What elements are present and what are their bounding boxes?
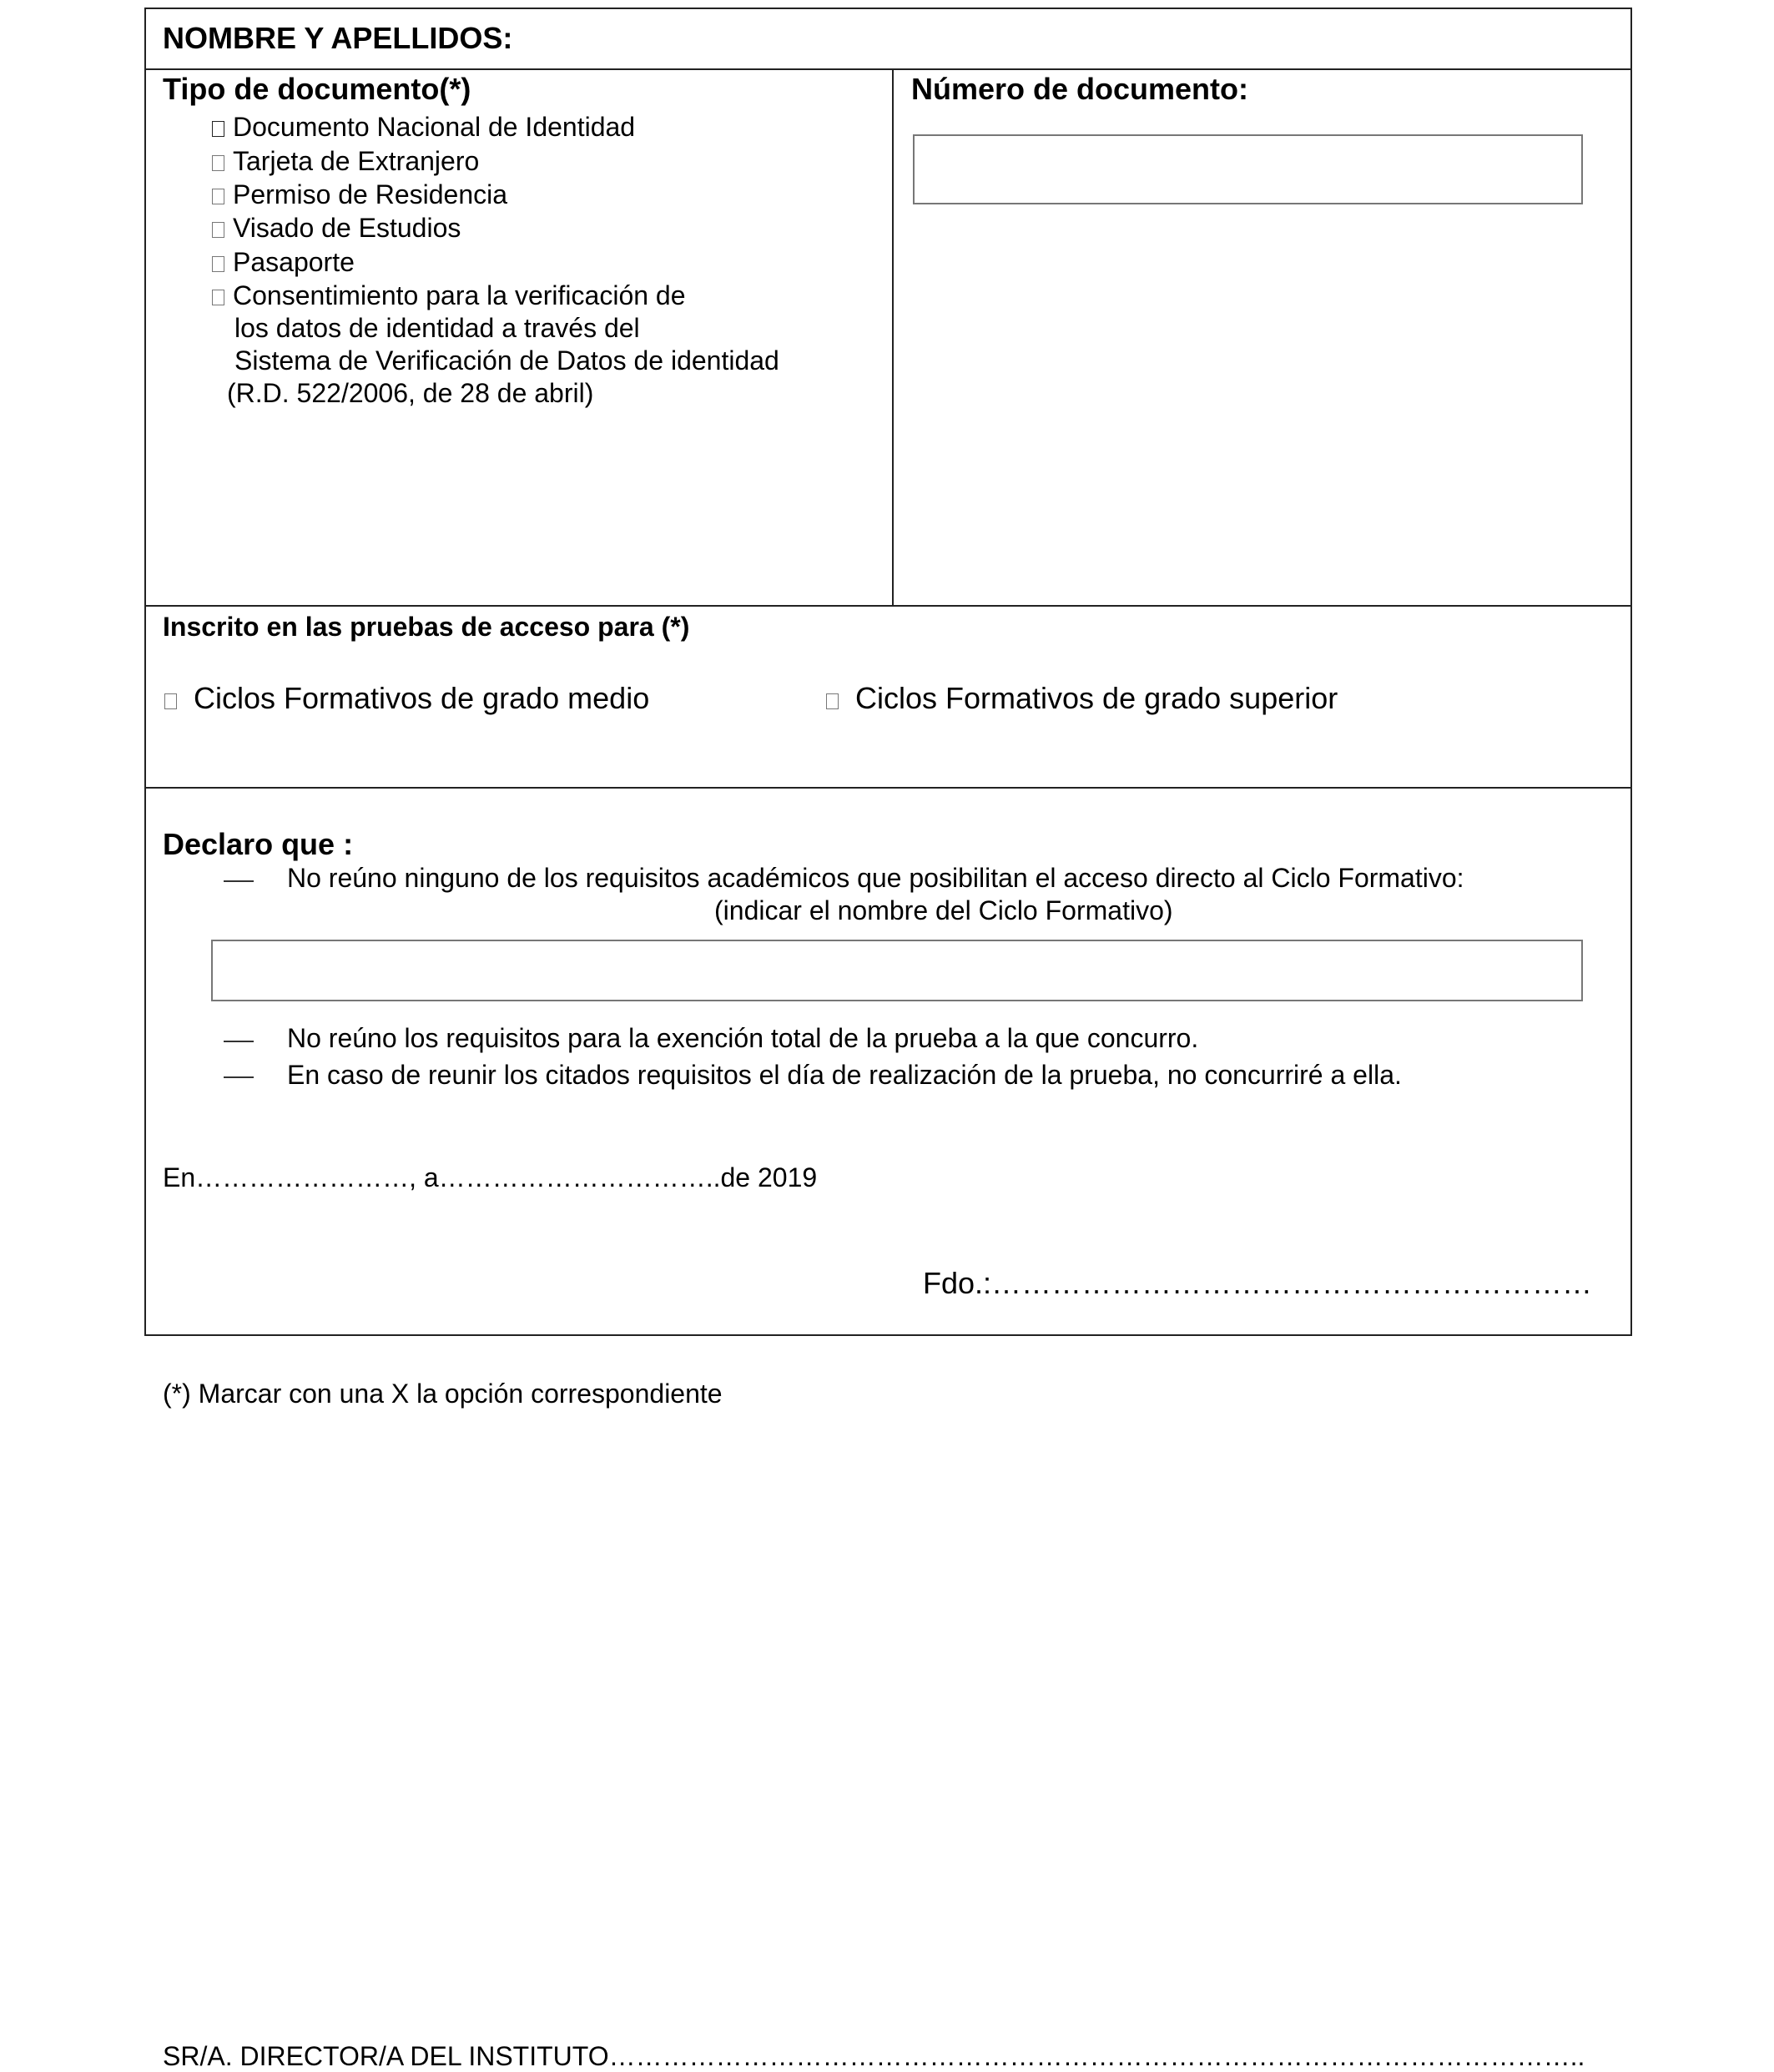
checkbox[interactable]	[212, 189, 224, 204]
option-label: Visado de Estudios	[233, 213, 461, 243]
option-permiso-residencia[interactable]	[212, 179, 507, 210]
name-label: NOMBRE Y APELLIDOS:	[163, 21, 513, 55]
option-label: Documento Nacional de Identidad	[233, 112, 636, 142]
place-date-line: En……………………, a…………………………..de 2019	[163, 1162, 818, 1192]
option-label: Pasaporte	[233, 247, 355, 277]
option-visado-estudios[interactable]	[212, 213, 461, 244]
declaration-item-3: En caso de reunir los citados requisitos el día de realización de la prueba, no concurriré a ella.	[287, 1060, 1402, 1090]
list-dash	[224, 880, 254, 882]
ciclo-hint: (indicar el nombre del Ciclo Formativo)	[714, 895, 1173, 925]
list-dash	[224, 1041, 254, 1042]
checkbox[interactable]	[212, 222, 224, 238]
divider-line	[144, 787, 1632, 789]
option-tarjeta-extranjero[interactable]	[212, 146, 479, 177]
footnote: (*) Marcar con una X la opción correspondiente	[163, 1379, 723, 1409]
option-label: Ciclos Formativos de grado superior	[855, 681, 1338, 715]
option-grado-medio[interactable]	[164, 681, 649, 716]
option-dni[interactable]	[212, 112, 635, 143]
consent-text-line: los datos de identidad a través del	[234, 313, 640, 343]
option-label: Ciclos Formativos de grado medio	[194, 681, 650, 715]
list-dash	[224, 1076, 254, 1078]
document-number-label: Número de documento:	[911, 72, 1249, 106]
document-number-field[interactable]	[913, 134, 1583, 204]
column-divider	[892, 68, 894, 606]
checkbox[interactable]	[212, 155, 224, 171]
signature-line: Fdo.:……………………………………………………	[923, 1266, 1593, 1300]
divider-line	[144, 68, 1632, 70]
declaration-item-1: No reúno ninguno de los requisitos académicos que posibilitan el acceso directo al Ciclo Formativo:	[287, 863, 1464, 893]
ciclo-formativo-field[interactable]	[211, 940, 1583, 1001]
option-label: Permiso de Residencia	[233, 179, 508, 209]
checkbox[interactable]	[212, 290, 224, 305]
option-grado-superior[interactable]	[826, 681, 1338, 716]
declaration-item-2: No reúno los requisitos para la exención total de la prueba a la que concurro.	[287, 1023, 1199, 1053]
addressee-line: SR/A. DIRECTOR/A DEL INSTITUTO………………………………………………………………………………………………..	[163, 2041, 1585, 2071]
checkbox[interactable]	[212, 121, 224, 137]
option-label: Tarjeta de Extranjero	[233, 146, 480, 176]
option-pasaporte[interactable]	[212, 247, 355, 278]
option-label: Consentimiento para la verificación de	[233, 280, 686, 310]
document-type-label: Tipo de documento(*)	[163, 72, 471, 106]
checkbox[interactable]	[164, 693, 177, 709]
enrollment-label: Inscrito en las pruebas de acceso para (*)	[163, 612, 690, 642]
checkbox[interactable]	[212, 256, 224, 272]
consent-text-line: (R.D. 522/2006, de 28 de abril)	[227, 378, 594, 408]
declaration-heading: Declaro que :	[163, 827, 354, 861]
option-consentimiento[interactable]	[212, 280, 686, 311]
checkbox[interactable]	[826, 693, 839, 709]
consent-text-line: Sistema de Verificación de Datos de identidad	[234, 345, 779, 376]
divider-line	[144, 605, 1632, 607]
